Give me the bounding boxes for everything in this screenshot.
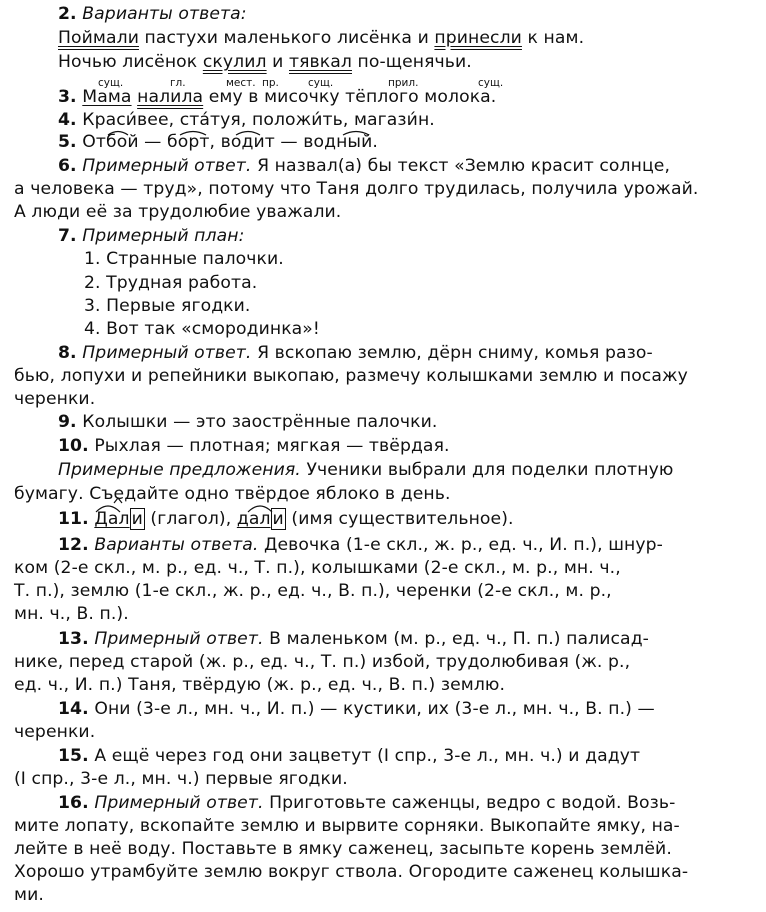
item-text: Краси́вее, ста́туя, положи́ть, магази́н. xyxy=(82,110,435,130)
item-6-line-1: 6. Примерный ответ. Я назвал(а) бы текст «Землю красит солнце, xyxy=(58,156,671,176)
item-heading: Примерный ответ. xyxy=(94,793,264,813)
item-6-line-2: а человека — труд», потому что Таня долго трудилась, получила урожай. xyxy=(14,179,699,199)
word: борт xyxy=(167,132,210,152)
item-number: 7. xyxy=(58,226,77,246)
item-heading: Варианты ответа: xyxy=(82,4,247,24)
word-stem: Дал xyxy=(94,509,130,529)
annotation-label: прил. xyxy=(388,77,419,89)
item-number: 6. xyxy=(58,156,77,176)
annotation-label: сущ. xyxy=(308,77,334,89)
item-16-line-5: ми. xyxy=(14,885,44,905)
item-8-line-1: 8. Примерный ответ. Я вскопаю землю, дёрн сниму, комья разо- xyxy=(58,343,653,363)
plan-item: 1. Странные палочки. xyxy=(84,249,284,269)
word: водный xyxy=(303,132,373,152)
item-number: 5. xyxy=(58,132,77,152)
item-12-line-3: Т. п.), землю (1-е скл., ж. р., ед. ч., В. п.), черенки (2-е скл., м. р., xyxy=(14,581,612,601)
word: Отбой xyxy=(82,132,139,152)
item-14-line-1: 14. Они (3-е л., мн. ч., И. п.) — кустики, их (3-е л., мн. ч., В. п.) — xyxy=(58,699,655,719)
item-2-heading xyxy=(58,3,754,25)
word-stem: дал xyxy=(236,509,271,529)
item-6-line-3: А люди её за трудолюбие уважали. xyxy=(14,202,342,222)
item-heading: Примерный план: xyxy=(82,226,245,246)
item-number: 9. xyxy=(58,412,77,432)
item-15-line-1: 15. А ещё через год они зацветут (I спр., 3-е л., мн. ч.) и дадут xyxy=(58,746,641,766)
item-number: 4. xyxy=(58,110,77,130)
plan-item: 3. Первые ягодки. xyxy=(84,296,251,316)
word-ending-box: и xyxy=(272,509,284,529)
annotation-label: мест. xyxy=(226,77,256,89)
item-11: 11. Дал и (глагол), дал и (имя существительное). xyxy=(58,509,514,529)
item-13-line-1: 13. Примерный ответ. В маленьком (м. р., ед. ч., П. п.) палисад- xyxy=(58,629,649,649)
item-10: 10. Рыхлая — плотная; мягкая — твёрдая. xyxy=(58,436,450,456)
item-heading: Примерный ответ. xyxy=(82,343,252,363)
item-12-line-4: мн. ч., В. п.). xyxy=(14,604,129,624)
item-number: 15. xyxy=(58,746,89,766)
item-9: 9. Колышки — это заострённые палочки. xyxy=(58,412,438,432)
item-number: 8. xyxy=(58,343,77,363)
item-16-line-1: 16. Примерный ответ. Приготовьте саженцы, ведро с водой. Возь- xyxy=(58,793,676,813)
item-16-line-2: мите лопату, вскопайте землю и вырвите сорняки. Выкопайте ямку, на- xyxy=(14,816,680,836)
item-10-sentences-line-2: бумагу. Съедайте одно твёрдое яблоко в день. xyxy=(14,484,451,504)
item-number: 10. xyxy=(58,436,89,456)
item-15-line-2: (I спр., 3-е л., мн. ч.) первые ягодки. xyxy=(14,769,348,789)
item-number: 14. xyxy=(58,699,89,719)
item-heading: Примерный ответ. xyxy=(94,629,264,649)
item-8-line-2: бью, лопухи и репейники выкопаю, размечу колышками землю и посажу xyxy=(14,366,688,386)
item-10-sentences-line-1: Примерные предложения. Ученики выбрали для поделки плотную xyxy=(58,460,674,480)
predicate-underlined: тявкал xyxy=(289,52,352,72)
item-heading: Примерные предложения. xyxy=(58,460,301,480)
item-number: 16. xyxy=(58,793,89,813)
word-ending-box: и xyxy=(131,509,143,529)
item-heading: Примерный ответ. xyxy=(82,156,252,176)
item-13-line-3: ед. ч., И. п.) Таня, твёрдую (ж. р., ед. ч., В. п.) землю. xyxy=(14,675,506,695)
item-2-line-2: Ночью лисёнок скулил и тявкал по-щенячьи. xyxy=(58,52,472,72)
item-number: 11. xyxy=(58,509,89,529)
item-4 xyxy=(58,109,754,131)
item-2-line-1: Поймали пастухи маленького лисёнка и принесли к нам. xyxy=(58,28,585,48)
item-5: 5. Отбой — борт, водит — водный. xyxy=(58,132,378,152)
item-number: 2. xyxy=(58,4,77,24)
item-12-line-1: 12. Варианты ответа. Девочка (1-е скл., ж. р., ед. ч., И. п.), шнур- xyxy=(58,535,663,555)
predicate-underlined: принесли xyxy=(434,28,522,48)
item-3: 3. Мама налила ему в мисочку тёплого молока. xyxy=(58,87,497,107)
item-12-line-2: ком (2-е скл., м. р., ед. ч., Т. п.), колышками (2-е скл., м. р., мн. ч., xyxy=(14,558,621,578)
word: водит xyxy=(220,132,275,152)
annotation-label: гл. xyxy=(170,77,186,89)
item-number: 13. xyxy=(58,629,89,649)
item-heading: Варианты ответа. xyxy=(94,535,259,555)
item-number: 3. xyxy=(58,87,77,107)
predicate-underlined: налила xyxy=(137,87,204,107)
annotation-label: сущ. xyxy=(478,77,504,89)
item-8-line-3: черенки. xyxy=(14,389,96,409)
item-13-line-2: нике, перед старой (ж. р., ед. ч., Т. п.) избой, трудолюбивая (ж. р., xyxy=(14,652,631,672)
predicate-underlined: скулил xyxy=(202,52,267,72)
annotation-label: сущ. xyxy=(98,77,124,89)
plan-item: 4. Вот так «смородинка»! xyxy=(84,319,320,339)
annotation-label: пр. xyxy=(262,77,279,89)
item-16-line-4: Хорошо утрамбуйте землю вокруг ствола. Огородите саженец колышка- xyxy=(14,862,689,882)
item-7-heading xyxy=(58,225,754,247)
item-number: 12. xyxy=(58,535,89,555)
subject-underlined: Мама xyxy=(82,87,132,107)
plan-item: 2. Трудная работа. xyxy=(84,273,258,293)
predicate-underlined: Поймали xyxy=(58,28,139,48)
item-16-line-3: лейте в неё воду. Поставьте в ямку саженец, засыпьте корень землёй. xyxy=(14,839,672,859)
item-14-line-2: черенки. xyxy=(14,722,96,742)
